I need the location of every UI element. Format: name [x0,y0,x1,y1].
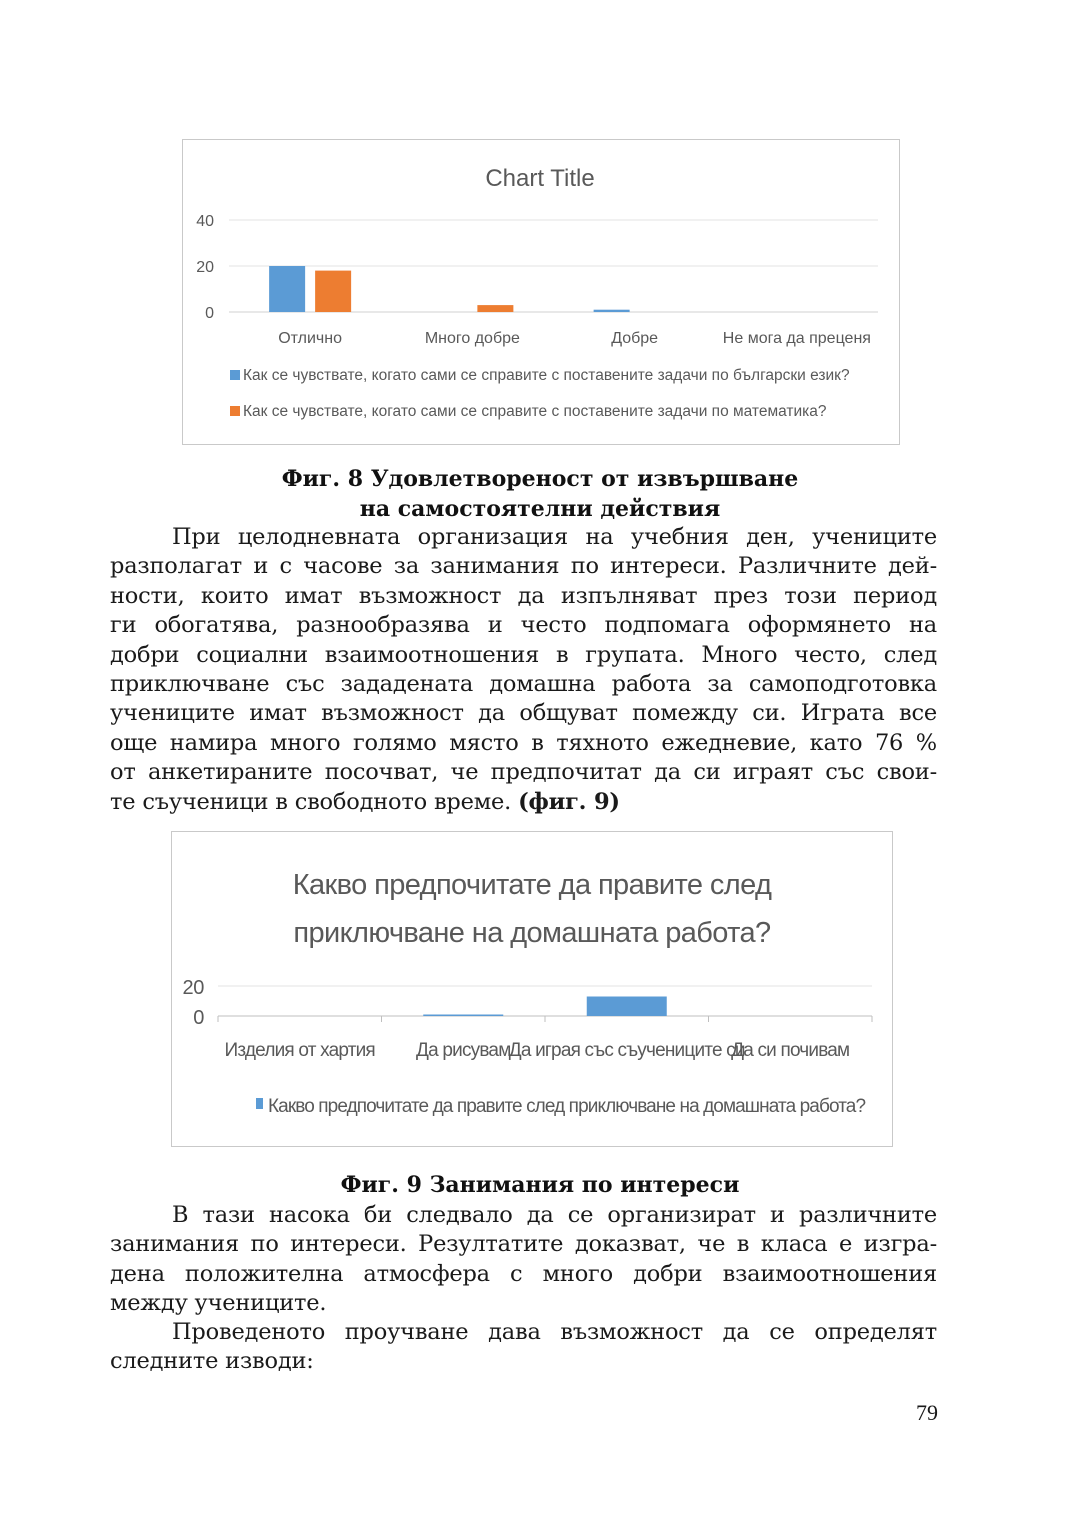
y-tick-label: 0 [193,1007,204,1029]
paragraph-1-line: ги обогатява, разнообразява и често подпомага оформянето на [110,612,937,639]
paragraph-2-line: занимания по интереси. Резултатите доказват, че в класа е изгра- [110,1231,937,1258]
figure-8-caption-line1: Фиг. 8 Удовлетвореност от извършване [281,466,799,492]
paragraph-1-line: ности, които имат възможност да изпълняват през този период [110,582,937,609]
bar [594,310,630,312]
legend-swatch [256,1098,263,1109]
x-tick-label: Да играя със съучениците си [508,1040,745,1061]
paragraph-1-line: учениците имат възможност да общуват помежду си. Играта все [110,700,937,727]
paragraph-2-line: между учениците. [110,1290,327,1317]
bar [315,271,351,312]
chart-title-line: Какво предпочитате да правите след [292,869,772,901]
y-tick-label: 0 [205,305,214,322]
paragraph-1-line: добри социални взаимоотношения в групата. Много често, след [110,641,937,668]
figure-8-caption-line2: на самостоятелни действия [359,496,721,522]
chart-fig8 [182,139,900,445]
paragraph-2 [110,1201,937,1319]
figure-9-reference: (фиг. 9) [518,788,620,815]
chart-title: Chart Title [485,165,595,192]
chart-fig9-svg [172,832,891,1145]
figure-9-caption: Фиг. 9 Занимания по интереси [340,1172,740,1198]
chart-fig9 [171,831,893,1147]
chart-title-line: приключване на домашната работа? [293,917,771,949]
x-tick-label: Да си почивам [731,1040,850,1061]
paragraph-1-line: При целодневната организация на учебния ден, учениците [172,524,937,550]
page-number: 79 [916,1400,938,1425]
paragraph-1-line: те съученици в свободното време. [110,788,512,815]
paragraph-1-line: от анкетираните посочват, че предпочитат да си играят със свои- [110,759,937,786]
paragraph-1-line: разполагат и с часове за занимания по интереси. Различните дей- [110,553,937,580]
x-tick-label: Изделия от хартия [224,1040,375,1061]
legend-label: Как се чувствате, когато сами се справите с поставените задачи по математика? [243,403,827,420]
x-tick-label: Много добре [424,330,520,347]
legend-label: Как се чувствате, когато сами се справите с поставените задачи по български език? [243,367,850,384]
bar [423,1015,503,1017]
y-tick-label: 20 [196,259,214,276]
x-tick-label: Да рисувам [416,1040,511,1061]
x-tick-label: Отлично [278,330,343,347]
paragraph-1-line: приключване със зададената домашна работа за самоподготовка [110,671,937,698]
paragraph-3 [110,1318,937,1377]
x-tick-label: Добре [611,330,659,347]
x-tick-label: Не мога да преценя [722,330,871,347]
legend-label: Какво предпочитате да правите след приключване на домашната работа? [268,1096,866,1117]
paragraph-3-line: следните изводи: [110,1348,314,1375]
chart-fig8-svg [183,140,898,443]
paragraph-1-last-line [110,788,937,817]
paragraph-1-line: още намира много голямо място в тяхното ежедневие, като 76 % [110,729,937,756]
bar [587,997,667,1017]
legend-swatch [230,406,240,416]
y-tick-label: 20 [182,977,204,999]
legend-swatch [230,370,240,380]
paragraph-2-line: В тази насока би следвало да се организират и различните [172,1202,937,1228]
paragraph-3-line: Проведеното проучване дава възможност да се определят [172,1319,937,1345]
bar [477,305,513,312]
paragraph-1 [110,523,937,817]
y-tick-label: 40 [196,213,214,230]
bar [269,266,305,312]
figure-8-caption [0,464,1080,524]
paragraph-2-line: дена положителна атмосфера с много добри взаимоотношения [110,1260,937,1287]
